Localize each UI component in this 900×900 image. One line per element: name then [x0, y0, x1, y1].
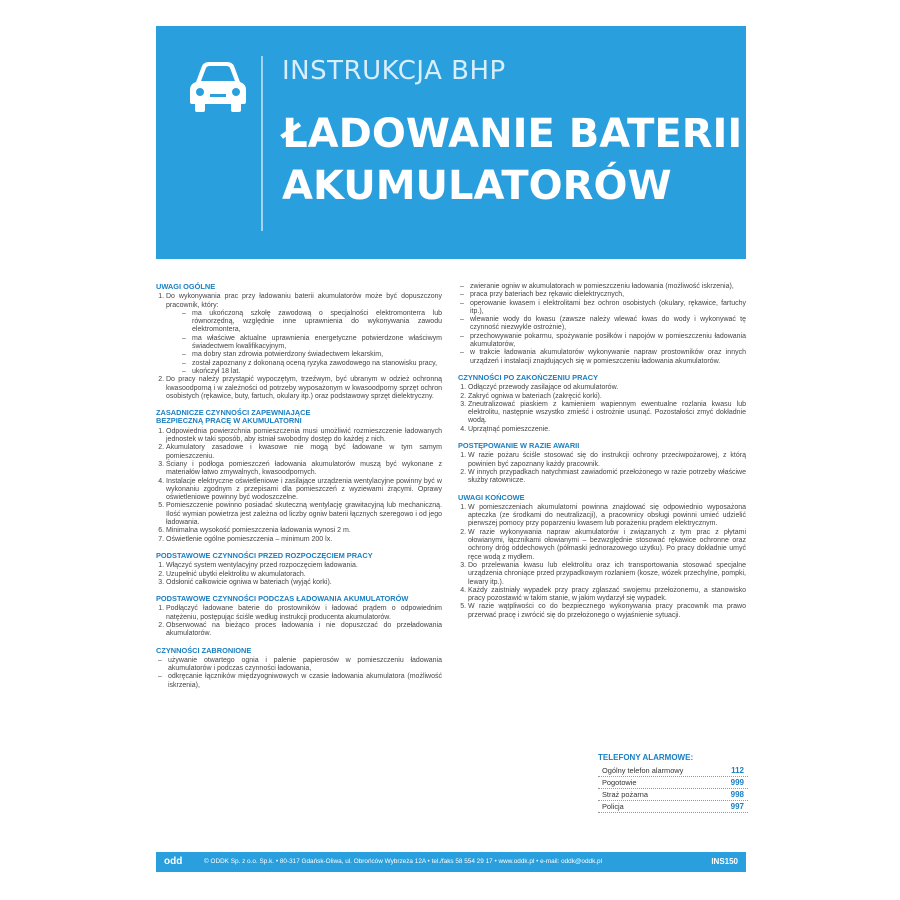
section-po-zakonczeniu	[458, 374, 746, 434]
right-column	[458, 283, 746, 628]
title-line-2: AKUMULATORÓW	[282, 163, 672, 209]
section-title: POSTĘPOWANIE W RAZIE AWARII	[458, 441, 580, 451]
list-item: 1. Odłączyć przewody zasilające od akumulatorów.	[468, 384, 746, 392]
list-item: – ma ukończoną szkołę zawodową o specjalności elektromonterra lub równorzędną, względnie inne uprawnienia do wykonywania zawodu elektromontera,	[176, 310, 442, 335]
phones-title: TELEFONY ALARMOWE:	[598, 753, 694, 762]
list-item: 1. Odpowiednia powierzchnia pomieszczenia musi umożliwić rozmieszczenie ładowanych jednostek w taki sposób, aby istniał swobodny dostęp do każdej z nich.	[166, 428, 442, 445]
phone-label: Policja	[602, 802, 624, 811]
list-item: – ma dobry stan zdrowia potwierdzony świadectwem lekarskim,	[176, 351, 442, 359]
section-zabronione-continued	[458, 283, 746, 366]
car-icon	[186, 58, 250, 114]
document-code: INS150	[711, 857, 738, 866]
list-item: 1. W razie pożaru ściśle stosować się do instrukcji ochrony przeciwpożarowej, z którą powinien być zapoznany każdy pracownik.	[468, 452, 746, 469]
oddk-logo: odd	[164, 856, 183, 867]
section-title: UWAGI OGÓLNE	[156, 282, 216, 291]
list-item: – zwieranie ogniw w akumulatorach w pomieszczeniu ładowania (możliwość iskrzenia),	[458, 283, 746, 291]
list-item: 4. Instalacje elektryczne oświetleniowe i zasilające urządzenia wentylacyjne powinny być w wykonaniu zgodnym z przepisami dla pomieszczeń z wyziewami żrącymi. Oprawy oświetleniowe powinny być wodoszczelne.	[166, 478, 442, 503]
phone-row	[598, 789, 748, 801]
phone-row	[598, 801, 748, 813]
list-item: – w trakcie ładowania akumulatorów wykonywanie napraw prostowników oraz innych urządzeń i instalacji znajdujących się w pomieszczeniu ładowania akumulatorów.	[458, 349, 746, 366]
phone-row	[598, 777, 748, 789]
phone-label: Pogotowie	[602, 778, 637, 787]
section-zasadnicze	[156, 409, 442, 544]
list-item: 4. Każdy zaistniały wypadek przy pracy zgłaszać swojemu przełożonemu, a stanowisko pracy pozostawić w takim stanie, w jakim wydarzył się wypadek.	[468, 587, 746, 604]
section-title: PODSTAWOWE CZYNNOŚCI PRZED ROZPOCZĘCIEM PRACY	[156, 550, 373, 560]
list-item: 1. Podłączyć ładowane baterie do prostowników i ładować prądem o odpowiednim natężeniu, postępując ściśle według instrukcji producenta akumulatorów.	[166, 605, 442, 622]
list-item: 7. Oświetlenie ogólne pomieszczenia – minimum 200 lx.	[166, 536, 442, 544]
list-item: – praca przy bateriach bez rękawic dielektrycznych,	[458, 291, 746, 299]
phone-number: 999	[730, 778, 744, 787]
list-item: 2. W razie wykonywania napraw akumulatorów i związanych z tym prac z płytami ołowianymi, łącznikami ołowianymi – bezwzględnie stosować rękawice ochronne oraz ochrony dróg oddechowych (półmaski jednorazowego użytku). Po pracy dokładnie umyć ręce wodą z mydłem.	[468, 529, 746, 562]
section-zabronione	[156, 647, 442, 690]
section-uwagi-koncowe	[458, 494, 746, 620]
list-item: 2. W innych przypadkach natychmiast zawiadomić przełożonego w razie potrzeby właściwe służby ratownicze.	[468, 469, 746, 486]
list-item: 2. Akumulatory zasadowe i kwasowe nie mogą być ładowane w tym samym pomieszczeniu.	[166, 444, 442, 461]
section-title-line: BEZPIECZNĄ PRACĘ W AKUMULATORNI	[156, 416, 302, 426]
phone-number: 112	[731, 766, 744, 775]
list-item: 2. Zakryć ogniwa w bateriach (zakręcić korki).	[468, 393, 746, 401]
list-item: – używanie otwartego ognia i palenie papierosów w pomieszczeniu ładowania akumulatorów i podczas czynności ładowania,	[156, 657, 442, 674]
section-podczas-ladowania	[156, 595, 442, 638]
section-title: CZYNNOŚCI PO ZAKOŃCZENIU PRACY	[458, 372, 599, 382]
document-type: INSTRUKCJA BHP	[282, 56, 506, 86]
list-item: 1. W pomieszczeniach akumulatorni powinna znajdować się odpowiednio wyposażona apteczka (ze środkami do neutralizacji), a pracownicy obsługi powinni umieć udzielić pierwszej pomocy przy poparzeniu kwasem lub porażeniu prądem elektrycznym.	[468, 504, 746, 529]
header-banner	[156, 26, 746, 259]
section-uwagi-ogolne	[156, 283, 442, 401]
footer-bar	[156, 852, 746, 872]
section-title	[156, 409, 442, 426]
list-item: 3. Zneutralizować piaskiem z kamieniem wapiennym ewentualne rozlania kwasu lub elektrolitu, następnie wszystko zmieść i ostrożnie usunąć. Pozostałości zmyć dokładnie wodą.	[468, 401, 746, 426]
header-divider	[261, 56, 263, 231]
list-item: 5. W razie wątpliwości co do bezpiecznego wykonywania pracy pracownik ma prawo przerwać pracę i zwrócić się do przełożonego o wyjaśnienie sytuacji.	[468, 603, 746, 620]
list-item: 6. Minimalna wysokość pomieszczenia ładowania wynosi 2 m.	[166, 527, 442, 535]
document-title	[282, 108, 742, 212]
list-item: – przechowywanie pokarmu, spożywanie posiłków i napojów w pomieszczeniu ładowania akumulatorów,	[458, 333, 746, 350]
list-item: – został zapoznany z dokonaną oceną ryzyka zawodowego na stanowisku pracy,	[176, 360, 442, 368]
phone-label: Straż pożarna	[602, 790, 649, 799]
phone-row	[598, 765, 748, 777]
section-title: PODSTAWOWE CZYNNOŚCI PODCZAS ŁADOWANIA AKUMULATORÓW	[156, 594, 409, 604]
section-przed-rozpoczeciem	[156, 552, 442, 587]
list-item: – wlewanie wody do kwasu (zawsze należy wlewać kwas do wody i wykonywać tę czynność niezwykle ostrożnie),	[458, 316, 746, 333]
section-title: UWAGI KOŃCOWE	[458, 492, 525, 502]
title-line-1: ŁADOWANIE BATERII	[282, 111, 743, 157]
footer-address: © ODDK Sp. z o.o. Sp.k. • 80-317 Gdańsk-Oliwa, ul. Obrońców Wybrzeża 12A • tel./faks 58 554 29 17 • www.oddk.pl • e-mail: oddk@oddk.pl	[204, 858, 603, 865]
phone-number: 997	[730, 802, 744, 811]
left-column	[156, 283, 442, 698]
section-awaria	[458, 442, 746, 485]
section-title-line: ZASADNICZE CZYNNOŚCI ZAPEWNIAJĄCE	[156, 408, 311, 418]
list-item	[166, 293, 442, 376]
list-item: 3. Do przelewania kwasu lub elektrolitu oraz ich transportowania stosować specjalne urządzenia chroniące przed przypadkowym rozlaniem (kosze, wózek przechylne, pompki, lewary itp.).	[468, 562, 746, 587]
list-item: 2. Obserwować na bieżąco proces ładowania i nie dopuszczać do przeładowania akumulatorów.	[166, 622, 442, 639]
list-item: 1. Włączyć system wentylacyjny przed rozpoczęciem ładowania.	[166, 562, 442, 570]
list-item: 3. Odsłonić całkowicie ogniwa w bateriach (wyjąć korki).	[166, 579, 442, 587]
list-item: – ukończył 18 lat.	[176, 368, 442, 376]
list-item: – odkręcanie łączników międzyogniwowych w czasie ładowania akumulatora (możliwość iskrzenia),	[156, 673, 442, 690]
list-item: – operowanie kwasem i elektrolitami bez ochron osobistych (okulary, rękawice, fartuchy itp.),	[458, 300, 746, 317]
list-item: 2. Uzupełnić ubytki elektrolitu w akumulatorach.	[166, 571, 442, 579]
list-item: 2. Do pracy należy przystąpić wypoczętym, trzeźwym, być ubranym w odzież ochronną kwasoodporną i w zależności od potrzeby wyposażonym w kwasoodporny sprzęt ochron osobistych (rękawice, buty, fartuch, okulary itp.) oraz podstawowy sprzęt dielektryczny.	[166, 376, 442, 401]
list-item: 4. Uprzątnąć pomieszczenie.	[468, 426, 746, 434]
list-item-text: Do wykonywania prac przy ładowaniu baterii akumulatorów może być dopuszczony pracownik, który:	[166, 293, 442, 309]
list-item: 3. Ściany i podłoga pomieszczeń ładowania akumulatorów muszą być wykonane z materiałów łatwo zmywalnych, kwasoodpornych.	[166, 461, 442, 478]
emergency-phones	[598, 753, 748, 813]
section-title: CZYNNOŚCI ZABRONIONE	[156, 645, 252, 655]
list-item: – ma właściwe aktualne uprawnienia energetyczne potwierdzone właściwym świadectwem kwalifikacyjnym,	[176, 335, 442, 352]
phone-label: Ogólny telefon alarmowy	[602, 766, 684, 775]
list-item: 5. Pomieszczenie powinno posiadać skuteczną wentylację grawitacyjną lub mechaniczną. Ilość wymian powietrza jest zależna od liczby ogniw baterii łącznych szeregowo i od jego ładowania.	[166, 502, 442, 527]
phone-number: 998	[730, 790, 744, 799]
